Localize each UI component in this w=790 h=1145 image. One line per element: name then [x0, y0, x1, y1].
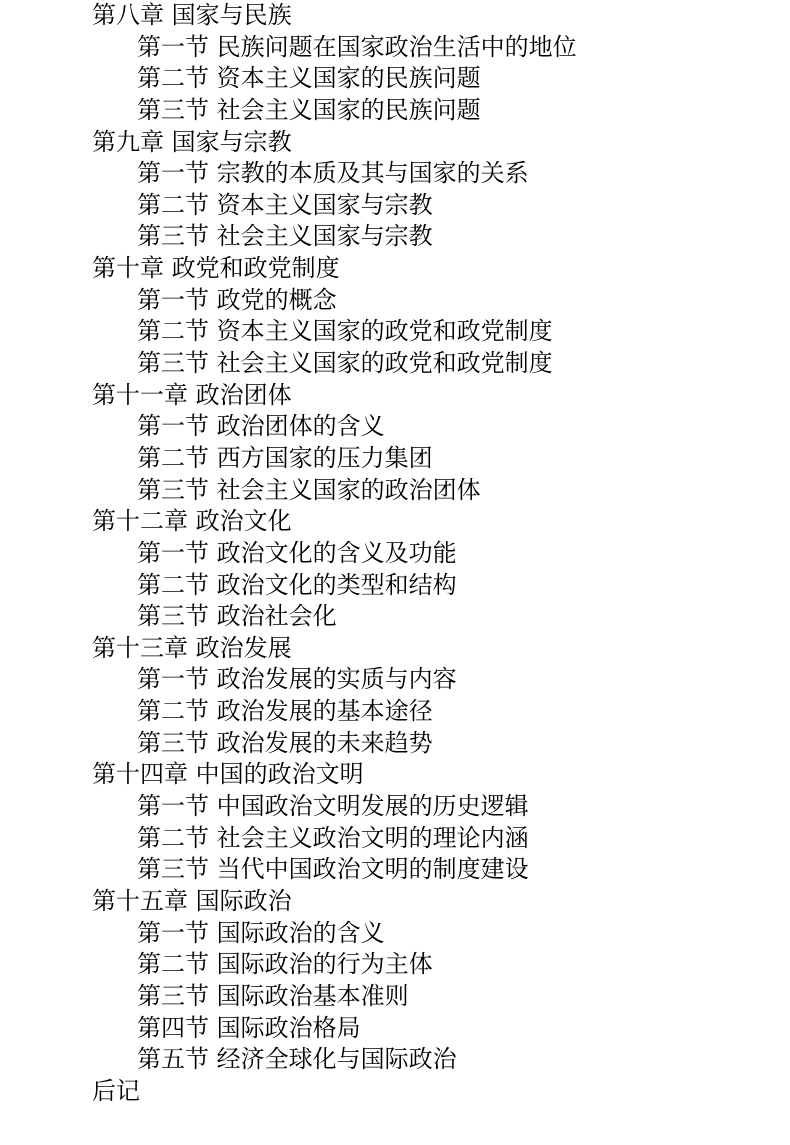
section-entry: 第三节 社会主义国家的民族问题 [137, 95, 481, 124]
section-entry: 第一节 政党的概念 [137, 285, 337, 314]
section-entry: 第一节 政治团体的含义 [137, 412, 385, 441]
chapter-heading: 第八章 国家与民族 [92, 1, 292, 29]
section-entry: 第三节 社会主义国家的政治团体 [137, 475, 481, 504]
chapter-heading: 第九章 国家与宗教 [92, 127, 292, 156]
section-entry: 第二节 资本主义国家的政党和政党制度 [137, 317, 553, 346]
section-entry: 第三节 政治发展的未来趋势 [137, 728, 433, 757]
section-entry: 第四节 国际政治格局 [137, 1013, 361, 1042]
section-entry: 第三节 国际政治基本准则 [137, 981, 409, 1010]
chapter-heading: 第十五章 国际政治 [92, 886, 292, 915]
chapter-heading: 第十一章 政治团体 [92, 380, 292, 409]
section-entry: 第二节 资本主义国家与宗教 [137, 190, 433, 219]
section-entry: 第二节 政治发展的基本途径 [137, 697, 433, 726]
section-entry: 第一节 政治文化的含义及功能 [137, 538, 457, 567]
table-of-contents [92, 0, 772, 1107]
section-entry: 第三节 社会主义国家与宗教 [137, 222, 433, 251]
section-entry: 第三节 政治社会化 [137, 602, 337, 631]
section-entry: 第二节 资本主义国家的民族问题 [137, 64, 481, 93]
section-entry: 第一节 民族问题在国家政治生活中的地位 [137, 32, 577, 61]
section-entry: 第二节 西方国家的压力集团 [137, 443, 433, 472]
section-entry: 第三节 当代中国政治文明的制度建设 [137, 855, 529, 884]
section-entry: 第三节 社会主义国家的政党和政党制度 [137, 349, 553, 378]
section-entry: 第二节 国际政治的行为主体 [137, 950, 433, 979]
section-entry: 第一节 宗教的本质及其与国家的关系 [137, 159, 529, 188]
chapter-heading: 第十二章 政治文化 [92, 507, 292, 536]
section-entry: 第二节 社会主义政治文明的理论内涵 [137, 823, 529, 852]
chapter-heading: 第十四章 中国的政治文明 [92, 760, 364, 789]
section-entry: 第一节 政治发展的实质与内容 [137, 665, 457, 694]
section-entry: 第二节 政治文化的类型和结构 [137, 570, 457, 599]
chapter-heading: 第十章 政党和政党制度 [92, 254, 340, 283]
section-entry: 第五节 经济全球化与国际政治 [137, 1045, 457, 1074]
section-entry: 第一节 国际政治的含义 [137, 918, 385, 947]
section-entry: 第一节 中国政治文明发展的历史逻辑 [137, 792, 529, 821]
chapter-heading: 第十三章 政治发展 [92, 633, 292, 662]
afterword-heading: 后记 [92, 1076, 140, 1105]
